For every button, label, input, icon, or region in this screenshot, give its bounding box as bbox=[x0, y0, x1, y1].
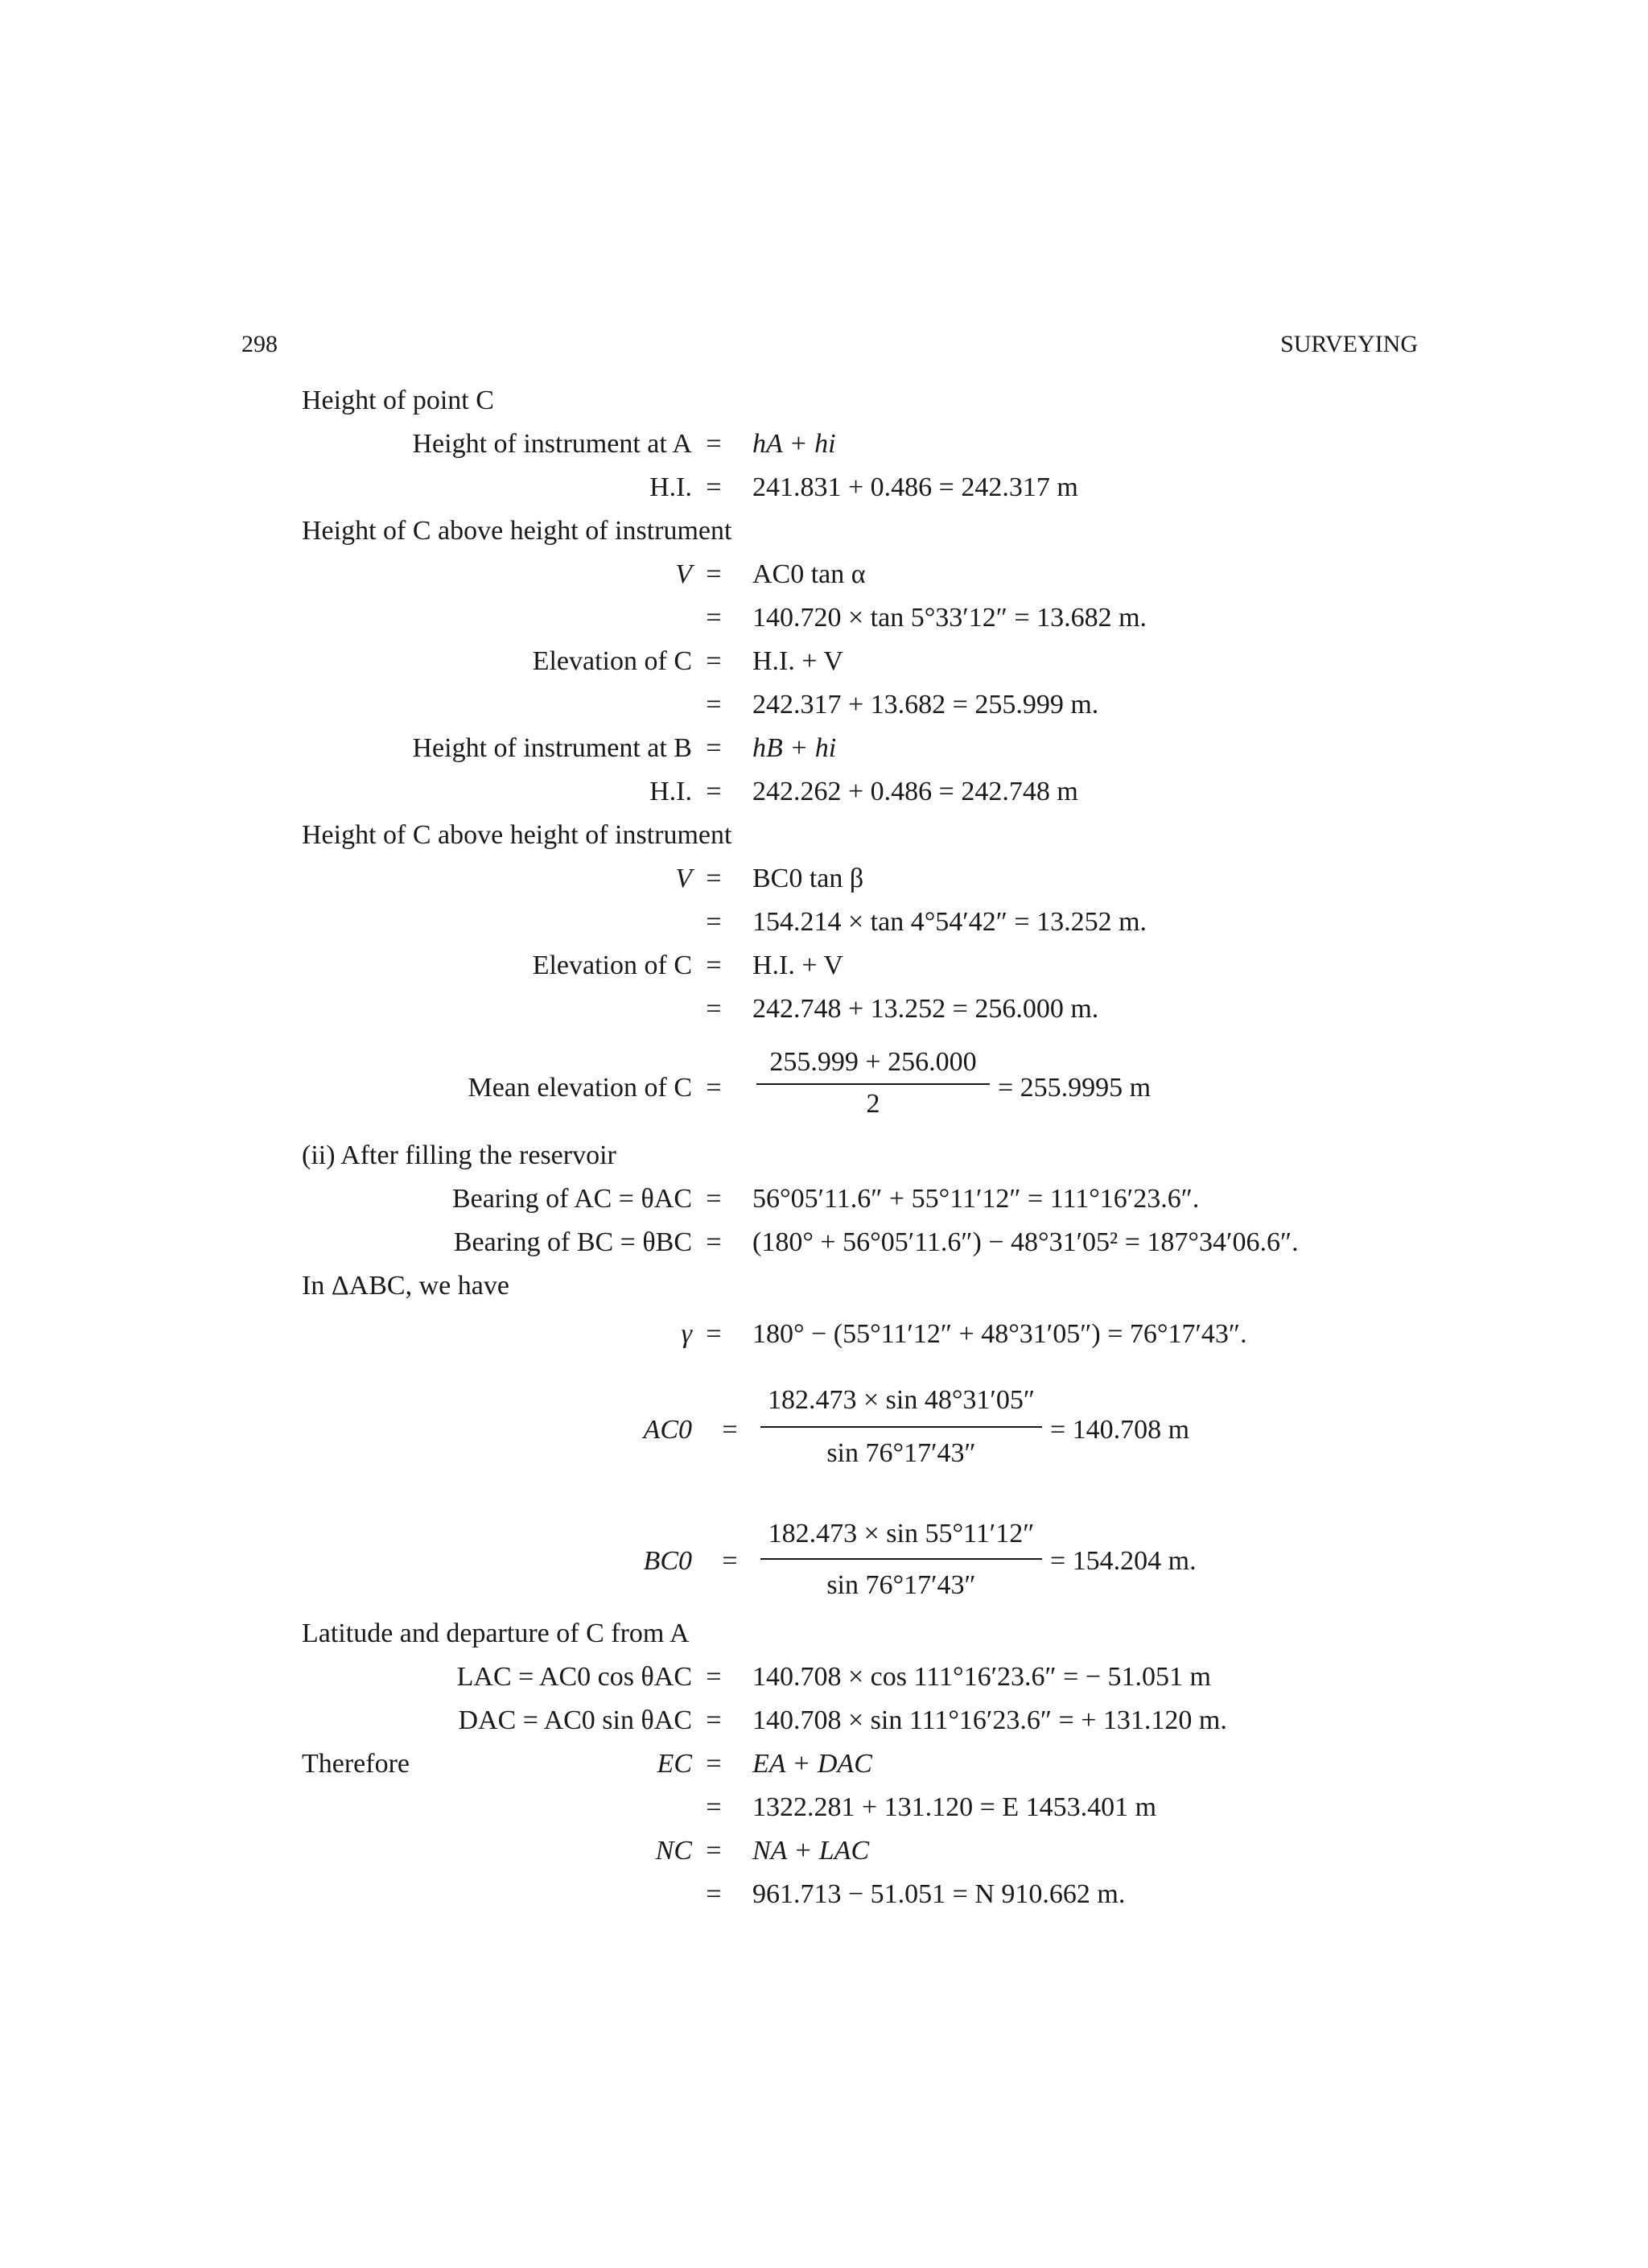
rhs-ec-value: 1322.281 + 131.120 = E 1453.401 m bbox=[752, 1792, 1157, 1822]
equals-sign: = bbox=[706, 690, 722, 720]
equals-sign: = bbox=[706, 994, 722, 1024]
equals-sign: = bbox=[706, 1705, 722, 1735]
rhs-hb-hi: hB + hi bbox=[752, 733, 837, 763]
fraction-bar bbox=[756, 1083, 990, 1085]
rhs-elevation-value: 242.317 + 13.682 = 255.999 m. bbox=[752, 690, 1099, 720]
line-triangle-abc: In ΔABC, we have bbox=[302, 1271, 509, 1301]
equals-sign: = bbox=[706, 777, 722, 806]
rhs-lac: 140.708 × cos 111°16′23.6″ = − 51.051 m bbox=[752, 1662, 1211, 1692]
rhs-ha-hi: hA + hi bbox=[752, 429, 836, 459]
equals-sign: = bbox=[706, 1319, 722, 1349]
equals-sign: = bbox=[706, 1662, 722, 1692]
equals-sign: = bbox=[706, 1792, 722, 1822]
equals-sign: = bbox=[706, 603, 722, 633]
rhs-hi-value: 241.831 + 0.486 = 242.317 m bbox=[752, 472, 1078, 502]
label-hi: H.I. bbox=[649, 777, 692, 806]
fraction-denominator: sin 76°17′43″ bbox=[826, 1570, 976, 1600]
label-dac: DAC = AC0 sin θAC bbox=[458, 1705, 692, 1735]
equals-sign: = bbox=[706, 1836, 722, 1866]
label-gamma: γ bbox=[681, 1319, 692, 1349]
equals-sign: = bbox=[722, 1415, 738, 1445]
ac0-result: = 140.708 m bbox=[1050, 1415, 1190, 1445]
bc0-result: = 154.204 m. bbox=[1050, 1546, 1197, 1576]
rhs-hi-value-b: 242.262 + 0.486 = 242.748 m bbox=[752, 777, 1078, 806]
line-height-above-instrument: Height of C above height of instrument bbox=[302, 516, 732, 546]
rhs-gamma: 180° − (55°11′12″ + 48°31′05″) = 76°17′43″. bbox=[752, 1319, 1247, 1349]
line-latitude-departure: Latitude and departure of C from A bbox=[302, 1619, 690, 1648]
rhs-v-formula: AC0 tan α bbox=[752, 559, 866, 589]
equals-sign: = bbox=[706, 864, 722, 893]
equals-sign: = bbox=[706, 907, 722, 937]
equals-sign: = bbox=[706, 1227, 722, 1257]
equals-sign: = bbox=[706, 429, 722, 459]
label-mean-elevation: Mean elevation of C bbox=[468, 1073, 692, 1103]
equals-sign: = bbox=[706, 559, 722, 589]
label-elevation-of-c: Elevation of C bbox=[532, 950, 692, 980]
rhs-ec-formula: EA + DAC bbox=[752, 1749, 872, 1779]
fraction-bar bbox=[760, 1426, 1042, 1428]
label-hi: H.I. bbox=[649, 472, 692, 502]
label-ec: EC bbox=[657, 1749, 692, 1779]
line-height-above-instrument: Height of C above height of instrument bbox=[302, 820, 732, 850]
section-heading-ii: (ii) After filling the reservoir bbox=[302, 1140, 616, 1170]
rhs-nc-value: 961.713 − 51.051 = N 910.662 m. bbox=[752, 1879, 1126, 1909]
label-bearing-ac: Bearing of AC = θAC bbox=[452, 1184, 692, 1214]
fraction-denominator: 2 bbox=[866, 1089, 880, 1119]
fraction-denominator: sin 76°17′43″ bbox=[826, 1438, 976, 1468]
running-title: SURVEYING bbox=[1280, 331, 1418, 357]
rhs-v-value-b: 154.214 × tan 4°54′42″ = 13.252 m. bbox=[752, 907, 1147, 937]
label-ac0: AC0 bbox=[643, 1415, 692, 1445]
equals-sign: = bbox=[706, 1073, 722, 1103]
equals-sign: = bbox=[722, 1546, 738, 1576]
equals-sign: = bbox=[706, 646, 722, 676]
label-elevation-of-c: Elevation of C bbox=[532, 646, 692, 676]
equals-sign: = bbox=[706, 733, 722, 763]
rhs-nc-formula: NA + LAC bbox=[752, 1836, 870, 1866]
equals-sign: = bbox=[706, 1749, 722, 1779]
label-nc: NC bbox=[655, 1836, 692, 1866]
label-bearing-bc: Bearing of BC = θBC bbox=[453, 1227, 692, 1257]
rhs-bearing-bc: (180° + 56°05′11.6″) − 48°31′05² = 187°34′06.6″. bbox=[752, 1227, 1299, 1257]
rhs-dac: 140.708 × sin 111°16′23.6″ = + 131.120 m. bbox=[752, 1705, 1227, 1735]
rhs-v-value: 140.720 × tan 5°33′12″ = 13.682 m. bbox=[752, 603, 1147, 633]
label-lac: LAC = AC0 cos θAC bbox=[456, 1662, 692, 1692]
equals-sign: = bbox=[706, 950, 722, 980]
rhs-elevation-formula-b: H.I. + V bbox=[752, 950, 843, 980]
equals-sign: = bbox=[706, 1184, 722, 1214]
fraction-bar bbox=[760, 1558, 1042, 1560]
page-number: 298 bbox=[241, 331, 278, 357]
rhs-bearing-ac: 56°05′11.6″ + 55°11′12″ = 111°16′23.6″. bbox=[752, 1184, 1200, 1214]
rhs-v-formula-b: BC0 tan β bbox=[752, 864, 864, 893]
label-v: V bbox=[675, 559, 692, 589]
label-bc0: BC0 bbox=[643, 1546, 692, 1576]
fraction-numerator: 255.999 + 256.000 bbox=[769, 1047, 977, 1077]
label-hi-at-b: Height of instrument at B bbox=[412, 733, 692, 763]
mean-result: = 255.9995 m bbox=[998, 1073, 1152, 1103]
label-v: V bbox=[675, 864, 692, 893]
rhs-elevation-formula: H.I. + V bbox=[752, 646, 843, 676]
fraction-numerator: 182.473 × sin 55°11′12″ bbox=[768, 1519, 1035, 1548]
fraction-numerator: 182.473 × sin 48°31′05″ bbox=[767, 1385, 1036, 1415]
label-hi-at-a: Height of instrument at A bbox=[412, 429, 692, 459]
heading-height-of-point-c: Height of point C bbox=[302, 386, 494, 415]
equals-sign: = bbox=[706, 472, 722, 502]
rhs-elevation-value-b: 242.748 + 13.252 = 256.000 m. bbox=[752, 994, 1099, 1024]
label-therefore: Therefore bbox=[302, 1749, 410, 1779]
equals-sign: = bbox=[706, 1879, 722, 1909]
